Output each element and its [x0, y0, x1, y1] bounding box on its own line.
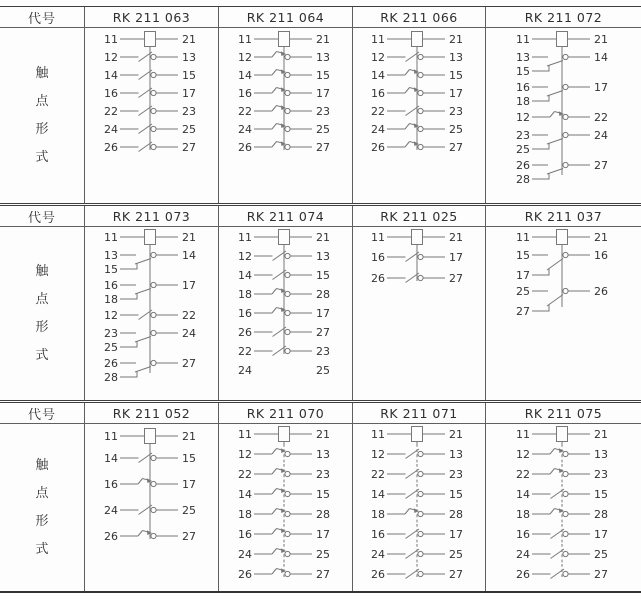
row-header-label: 代号 — [0, 7, 84, 28]
model-code: RK 211 075 — [485, 403, 641, 424]
coil-symbol — [278, 32, 289, 47]
terminal-label: 26 — [237, 568, 252, 581]
terminal-label: 28 — [515, 173, 530, 186]
terminal-label: 13 — [181, 51, 196, 64]
contact-row-no — [224, 246, 348, 265]
table-section-3 — [0, 400, 641, 593]
terminal-label: 23 — [449, 105, 463, 118]
terminal-label: 22 — [371, 468, 385, 481]
terminal-label: 15 — [181, 69, 196, 82]
model-code: RK 211 074 — [218, 206, 352, 227]
terminal-label: 27 — [181, 357, 196, 370]
contact-row-nc — [357, 120, 481, 138]
terminal-label: 13 — [449, 448, 463, 461]
model-code: RK 211 063 — [84, 7, 218, 28]
contact-row-nc — [224, 464, 348, 484]
contact-row-no — [357, 484, 481, 504]
terminal-label: 16 — [515, 81, 530, 94]
coil-symbol — [278, 427, 289, 442]
terminal-label: 23 — [315, 345, 330, 358]
terminal-label: 13 — [103, 249, 118, 262]
contact-row-no — [90, 84, 214, 102]
contact-row-nc — [224, 484, 348, 504]
contact-row-nc — [357, 66, 481, 84]
terminal-label: 15 — [515, 65, 530, 78]
contact-diagram-RK-211-074 — [218, 227, 352, 400]
contact-row-coil — [224, 424, 348, 444]
contact-row-nc — [90, 523, 214, 549]
contact-row-nc — [502, 108, 626, 126]
terminal-label: 12 — [103, 309, 118, 322]
terminal-label: 13 — [593, 448, 608, 461]
terminal-label: 14 — [181, 249, 196, 262]
terminal-label: 17 — [593, 528, 608, 541]
terminal-label: 26 — [593, 285, 608, 298]
model-code: RK 211 025 — [352, 206, 485, 227]
terminal-label: 14 — [237, 69, 252, 82]
contact-row-nc — [224, 66, 348, 84]
terminal-label: 23 — [449, 468, 463, 481]
terminal-label: 28 — [449, 508, 463, 521]
contact-row-coil — [90, 228, 214, 246]
terminal-label: 21 — [315, 428, 330, 441]
contact-row-no — [90, 48, 214, 66]
terminal-label: 11 — [237, 33, 252, 46]
contact-row-coil — [357, 228, 481, 246]
terminal-label: 14 — [103, 69, 118, 82]
terminal-label: 22 — [237, 345, 252, 358]
terminal-label: 25 — [181, 123, 196, 136]
terminal-label: 14 — [593, 51, 608, 64]
terminal-label: 27 — [449, 141, 463, 154]
terminal-label: 13 — [315, 51, 330, 64]
terminal-label: 13 — [515, 51, 530, 64]
contact-row-nc — [502, 464, 626, 484]
terminal-label: 23 — [315, 105, 330, 118]
terminal-label: 17 — [449, 87, 463, 100]
contact-row-no — [502, 484, 626, 504]
terminal-label: 26 — [371, 568, 385, 581]
terminal-label: 22 — [593, 111, 608, 124]
coil-symbol — [556, 427, 567, 442]
terminal-label: 16 — [103, 279, 118, 292]
contact-diagram-RK-211-071 — [352, 424, 485, 591]
contact-row-coil — [502, 228, 626, 246]
terminal-label: 18 — [515, 95, 530, 108]
coil-symbol — [144, 429, 155, 444]
terminal-label: 25 — [515, 143, 530, 156]
contact-row-nc — [224, 284, 348, 303]
contact-row-nc — [224, 504, 348, 524]
terminal-label: 16 — [103, 87, 118, 100]
contact-row-no — [90, 138, 214, 156]
terminal-label: 25 — [515, 285, 530, 298]
terminal-label: 24 — [103, 123, 118, 136]
terminal-label: 18 — [515, 508, 530, 521]
terminal-label: 17 — [315, 528, 330, 541]
terminal-label: 27 — [315, 568, 330, 581]
terminal-label: 17 — [449, 251, 463, 264]
terminal-label: 18 — [237, 288, 252, 301]
contact-row-coil — [502, 30, 626, 48]
terminal-label: 25 — [315, 548, 330, 561]
terminal-label: 24 — [371, 123, 385, 136]
terminal-label: 11 — [515, 231, 530, 244]
terminal-label: 26 — [371, 272, 385, 285]
terminal-label: 14 — [371, 488, 385, 501]
terminal-label: 16 — [237, 307, 252, 320]
contact-row-no — [224, 341, 348, 360]
terminal-label: 21 — [315, 231, 330, 244]
contact-row-no — [357, 246, 481, 267]
model-code: RK 211 066 — [352, 7, 485, 28]
contact-row-nc — [224, 48, 348, 66]
contact-row-no — [357, 444, 481, 464]
model-code: RK 211 070 — [218, 403, 352, 424]
contact-diagram-RK-211-066 — [352, 28, 485, 203]
terminal-label: 21 — [449, 231, 463, 244]
contact-row-no — [357, 267, 481, 288]
contact-row-coil — [90, 427, 214, 445]
contact-diagram-RK-211-063 — [84, 28, 218, 203]
terminal-label: 17 — [315, 87, 330, 100]
terminal-label: 11 — [371, 231, 385, 244]
contact-row-no — [357, 544, 481, 564]
contact-row-co — [502, 48, 626, 78]
contact-diagram-RK-211-072 — [485, 28, 641, 203]
contact-row-nc — [224, 444, 348, 464]
terminal-label: 15 — [449, 488, 463, 501]
terminal-label: 24 — [237, 548, 252, 561]
terminal-label: 12 — [237, 448, 252, 461]
contact-row-no — [502, 524, 626, 544]
contact-diagram-RK-211-064 — [218, 28, 352, 203]
contact-row-no — [90, 445, 214, 471]
contact-diagram-RK-211-037 — [485, 227, 641, 400]
contact-row-co — [90, 276, 214, 306]
contact-diagram-RK-211-052 — [84, 424, 218, 591]
terminal-label: 21 — [593, 428, 608, 441]
coil-symbol — [144, 32, 155, 47]
contact-row-nc — [224, 524, 348, 544]
contact-row-coil — [357, 30, 481, 48]
terminal-label: 26 — [103, 530, 118, 543]
terminal-label: 18 — [237, 508, 252, 521]
terminal-label: 11 — [371, 33, 385, 46]
terminal-label: 14 — [515, 488, 530, 501]
contact-row-nc — [357, 84, 481, 102]
contact-diagram-RK-211-073 — [84, 227, 218, 400]
terminal-label: 15 — [103, 263, 118, 276]
contact-row-nc — [90, 471, 214, 497]
contact-row-no — [357, 464, 481, 484]
terminal-label: 22 — [237, 105, 252, 118]
contact-row-no — [357, 48, 481, 66]
terminal-label: 28 — [315, 288, 330, 301]
terminal-label: 26 — [237, 326, 252, 339]
contact-diagram-RK-211-025 — [352, 227, 485, 400]
terminal-label: 11 — [103, 33, 118, 46]
coil-symbol — [556, 230, 567, 245]
terminal-label: 23 — [593, 468, 608, 481]
terminal-label: 23 — [181, 105, 196, 118]
contact-row-co — [502, 156, 626, 186]
contact-row-no — [90, 102, 214, 120]
terminal-label: 24 — [371, 548, 385, 561]
terminal-label: 21 — [315, 33, 330, 46]
row-header-label: 代号 — [0, 403, 84, 424]
model-code: RK 211 037 — [485, 206, 641, 227]
terminal-label: 23 — [515, 129, 530, 142]
terminal-label: 24 — [181, 327, 196, 340]
terminal-label: 15 — [315, 69, 330, 82]
terminal-label: 11 — [103, 430, 118, 443]
terminal-label: 11 — [103, 231, 118, 244]
terminal-label: 16 — [593, 249, 608, 262]
terminal-label: 24 — [237, 364, 252, 377]
terminal-label: 24 — [237, 123, 252, 136]
terminal-label: 27 — [515, 305, 530, 318]
terminal-label: 11 — [515, 33, 530, 46]
terminal-label: 11 — [515, 428, 530, 441]
terminal-label: 26 — [515, 159, 530, 172]
terminal-label: 25 — [593, 548, 608, 561]
terminal-label: 21 — [449, 428, 463, 441]
terminal-label: 16 — [237, 528, 252, 541]
terminal-label: 26 — [515, 568, 530, 581]
terminal-label: 17 — [181, 279, 196, 292]
contact-row-coil — [224, 30, 348, 48]
table-section-2 — [0, 203, 641, 400]
contact-form-label: 触 点 形 式 — [35, 457, 49, 557]
terminal-label: 24 — [593, 129, 608, 142]
terminal-label: 17 — [181, 478, 196, 491]
terminal-label: 21 — [181, 430, 196, 443]
contact-row-nc — [224, 303, 348, 322]
contact-row-nc — [224, 544, 348, 564]
terminal-label: 16 — [237, 87, 252, 100]
contact-row-nc — [357, 138, 481, 156]
contact-row-coil — [224, 228, 348, 246]
terminal-label: 15 — [315, 269, 330, 282]
contact-form-label: 触 点 形 式 — [35, 65, 49, 165]
contact-row-no — [357, 524, 481, 544]
terminal-label: 23 — [103, 327, 118, 340]
terminal-label: 17 — [181, 87, 196, 100]
contact-row-coil — [90, 30, 214, 48]
terminal-label: 13 — [449, 51, 463, 64]
model-code: RK 211 064 — [218, 7, 352, 28]
terminal-label: 26 — [103, 357, 118, 370]
terminal-label: 21 — [181, 33, 196, 46]
contact-row-no — [90, 66, 214, 84]
terminal-label: 11 — [371, 428, 385, 441]
terminal-label: 12 — [515, 111, 530, 124]
contact-row-no — [90, 306, 214, 324]
terminal-label: 12 — [103, 51, 118, 64]
terminal-label: 22 — [371, 105, 385, 118]
contact-diagram-RK-211-070 — [218, 424, 352, 591]
terminal-label: 12 — [237, 250, 252, 263]
contact-row-plain — [224, 360, 348, 379]
contact-row-no — [502, 544, 626, 564]
model-code: RK 211 073 — [84, 206, 218, 227]
terminal-label: 15 — [593, 488, 608, 501]
terminal-label: 27 — [181, 141, 196, 154]
contact-row-no — [90, 120, 214, 138]
contact-row-no — [502, 564, 626, 584]
contact-row-nc — [502, 444, 626, 464]
terminal-label: 12 — [371, 51, 385, 64]
terminal-label: 14 — [237, 269, 252, 282]
terminal-label: 22 — [103, 105, 118, 118]
terminal-label: 23 — [315, 468, 330, 481]
terminal-label: 22 — [237, 468, 252, 481]
contact-row-co — [502, 246, 626, 282]
terminal-label: 16 — [371, 251, 385, 264]
terminal-label: 16 — [103, 478, 118, 491]
terminal-label: 16 — [515, 528, 530, 541]
terminal-label: 26 — [371, 141, 385, 154]
terminal-label: 27 — [449, 272, 463, 285]
terminal-label: 24 — [103, 504, 118, 517]
terminal-label: 28 — [593, 508, 608, 521]
terminal-label: 18 — [371, 508, 385, 521]
terminal-label: 11 — [237, 231, 252, 244]
terminal-label: 12 — [237, 51, 252, 64]
terminal-label: 28 — [103, 371, 118, 384]
terminal-label: 27 — [315, 141, 330, 154]
model-code: RK 211 072 — [485, 7, 641, 28]
terminal-label: 22 — [515, 468, 530, 481]
contact-row-co — [502, 78, 626, 108]
contact-row-no — [90, 497, 214, 523]
terminal-label: 21 — [181, 231, 196, 244]
contact-row-no — [357, 564, 481, 584]
terminal-label: 12 — [515, 448, 530, 461]
terminal-label: 27 — [315, 326, 330, 339]
terminal-label: 12 — [371, 448, 385, 461]
terminal-label: 15 — [315, 488, 330, 501]
coil-symbol — [412, 230, 423, 245]
model-code: RK 211 052 — [84, 403, 218, 424]
contact-row-no — [357, 102, 481, 120]
terminal-label: 25 — [449, 123, 463, 136]
terminal-label: 15 — [515, 249, 530, 262]
contact-row-nc — [224, 84, 348, 102]
contact-row-nc — [224, 120, 348, 138]
terminal-label: 17 — [449, 528, 463, 541]
terminal-label: 16 — [371, 87, 385, 100]
contact-row-nc — [224, 564, 348, 584]
terminal-label: 16 — [371, 528, 385, 541]
contact-row-nc — [224, 102, 348, 120]
contact-row-no — [224, 322, 348, 341]
terminal-label: 25 — [315, 123, 330, 136]
terminal-label: 21 — [593, 231, 608, 244]
contact-form-label: 触 点 形 式 — [35, 263, 49, 363]
model-code: RK 211 071 — [352, 403, 485, 424]
terminal-label: 14 — [103, 452, 118, 465]
terminal-label: 18 — [103, 293, 118, 306]
terminal-label: 21 — [593, 33, 608, 46]
terminal-label: 26 — [103, 141, 118, 154]
contact-row-nc — [357, 504, 481, 524]
contact-row-nc — [502, 504, 626, 524]
terminal-label: 27 — [593, 159, 608, 172]
contact-row-nc — [224, 138, 348, 156]
contact-row-no — [224, 265, 348, 284]
terminal-label: 17 — [315, 307, 330, 320]
terminal-label: 27 — [181, 530, 196, 543]
coil-symbol — [278, 230, 289, 245]
terminal-label: 27 — [593, 568, 608, 581]
terminal-label: 13 — [315, 250, 330, 263]
terminal-label: 26 — [237, 141, 252, 154]
terminal-label: 28 — [315, 508, 330, 521]
row-header-label: 代号 — [0, 206, 84, 227]
contact-row-coil — [502, 424, 626, 444]
contact-row-co — [502, 282, 626, 318]
terminal-label: 15 — [449, 69, 463, 82]
terminal-label: 21 — [449, 33, 463, 46]
coil-symbol — [412, 427, 423, 442]
coil-symbol — [144, 230, 155, 245]
terminal-label: 14 — [237, 488, 252, 501]
contact-row-co — [90, 246, 214, 276]
terminal-label: 17 — [593, 81, 608, 94]
terminal-label: 15 — [181, 452, 196, 465]
terminal-label: 22 — [181, 309, 196, 322]
contact-row-coil — [357, 424, 481, 444]
terminal-label: 11 — [237, 428, 252, 441]
table-section-1 — [0, 6, 641, 203]
contact-diagram-RK-211-075 — [485, 424, 641, 591]
terminal-label: 27 — [449, 568, 463, 581]
terminal-label: 14 — [371, 69, 385, 82]
terminal-label: 25 — [181, 504, 196, 517]
terminal-label: 24 — [515, 548, 530, 561]
terminal-label: 25 — [315, 364, 330, 377]
terminal-label: 25 — [103, 341, 118, 354]
terminal-label: 17 — [515, 269, 530, 282]
contact-row-co — [502, 126, 626, 156]
contact-row-co — [90, 354, 214, 384]
terminal-label: 25 — [449, 548, 463, 561]
coil-symbol — [556, 32, 567, 47]
contact-row-co — [90, 324, 214, 354]
coil-symbol — [412, 32, 423, 47]
terminal-label: 13 — [315, 448, 330, 461]
